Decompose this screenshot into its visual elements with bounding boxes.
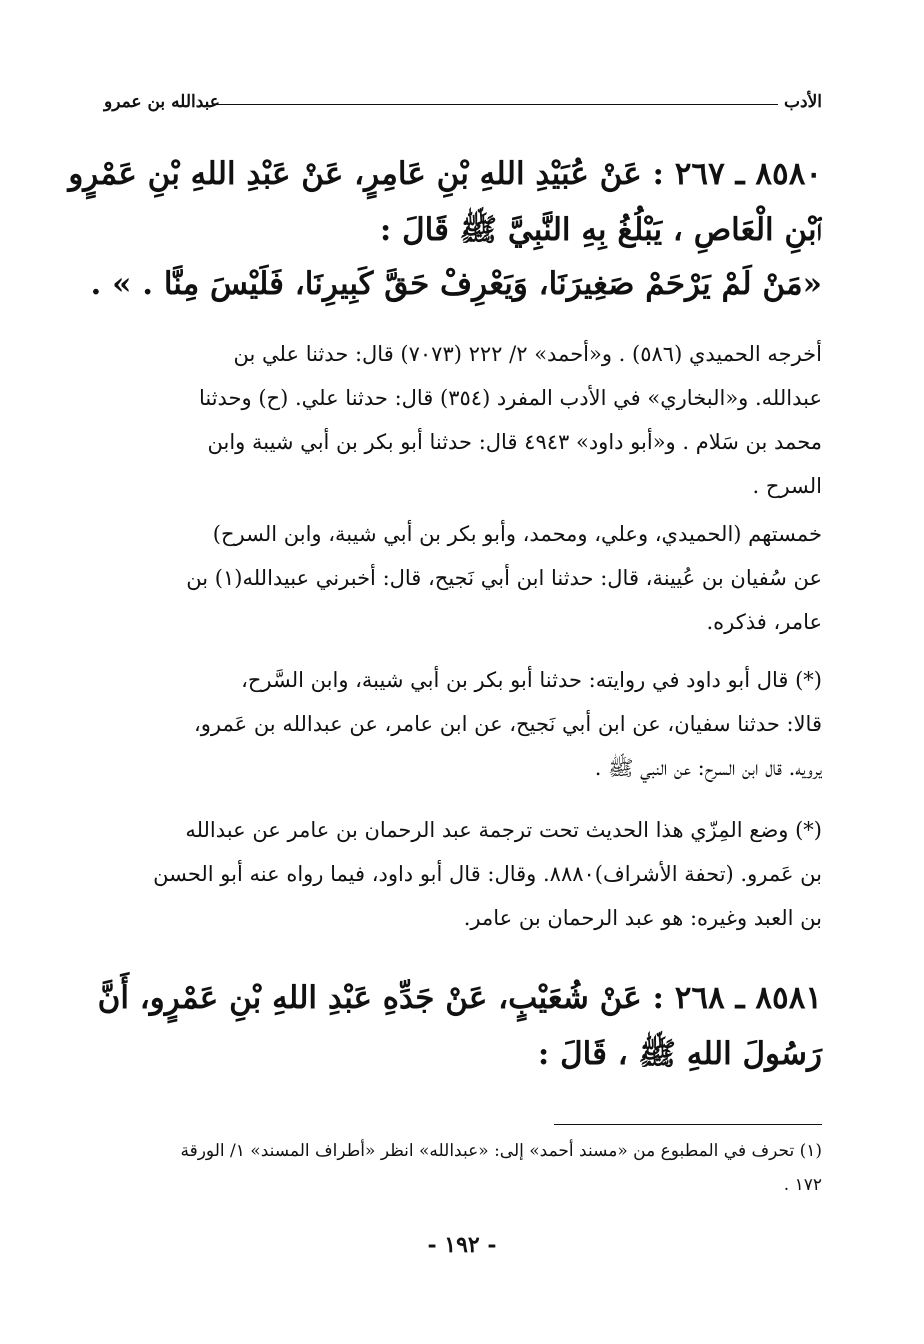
footnote-rule (554, 1124, 822, 1125)
header-section-title: الأدب (784, 92, 822, 112)
abu-dawud-note-line: (*) قال أبو داود في روايته: حدثنا أبو بكر بن أبي شيبة، وابن السَّرح، (241, 668, 822, 692)
footnote-line: ١٧٢ . (783, 1175, 822, 1195)
hadith-8581 (97, 970, 822, 1082)
takhrij-line: محمد بن سَلام . و«أبو داود» ٤٩٤٣ قال: حدثنا أبو بكر بن أبي شيبة وابن (207, 430, 822, 454)
footnote-line: (١) تحرف في المطبوع من «مسند أحمد» إلى: «عبدالله» انظر «أطراف المسند» ١/ الورقة (180, 1141, 822, 1161)
mizzi-note-line: بن العبد وغيره: هو عبد الرحمان بن عامر. (463, 906, 822, 930)
mizzi-note-line: (*) وضع المِزّي هذا الحديث تحت ترجمة عبد الرحمان بن عامر عن عبدالله (185, 818, 822, 842)
footnote (102, 1134, 822, 1202)
abu-dawud-note (102, 658, 822, 790)
takhrij-line: السرح . (752, 474, 822, 498)
page-number: - ١٩٢ - (427, 1232, 497, 1258)
mizzi-note (102, 808, 822, 940)
header-chapter-title: عبدالله بن عمرو (104, 92, 220, 112)
takhrij-line: أخرجه الحميدي (٥٨٦) . و«أحمد» ٢/ ٢٢٢ (٧٠٧٣) قال: حدثنا علي بن (233, 342, 822, 366)
hadith-8581-line-2: رَسُولَ اللهِ ﷺ ، قَالَ : (537, 1036, 822, 1072)
takhrij-paragraph (102, 332, 822, 508)
khamsatuhum-line: خمستهم (الحميدي، وعلي، ومحمد، وأبو بكر بن أبي شيبة، وابن السرح) (212, 522, 822, 546)
khamsatuhum-line: عن سُفيان بن عُيينة، قال: حدثنا ابن أبي نَجيح، قال: أخبرني عبيدالله(١) بن (186, 566, 822, 590)
header-rule (216, 104, 778, 105)
abu-dawud-note-line: قالا: حدثنا سفيان، عن ابن أبي نَجيح، عن ابن عامر، عن عبدالله بن عَمرو، (193, 712, 822, 736)
takhrij-line: عبدالله. و«البخاري» في الأدب المفرد (٣٥٤) قال: حدثنا علي. (ح) وحدثنا (198, 386, 822, 410)
hadith-8580 (68, 146, 822, 258)
running-header (104, 92, 822, 120)
khamsatuhum-paragraph (102, 512, 822, 644)
mizzi-note-line: بن عَمرو. (تحفة الأشراف)٨٨٨٠. وقال: قال أبو داود، فيما رواه عنه أبو الحسن (153, 862, 822, 886)
hadith-8580-line-1: ٨٥٨٠ ـ ٢٦٧ : عَنْ عُبَيْدِ اللهِ بْنِ عَامِرٍ، عَنْ عَبْدِ اللهِ بْنِ عَمْرٍو (68, 156, 822, 192)
hadith-8581-line-1: ٨٥٨١ ـ ٢٦٨ : عَنْ شُعَيْبٍ، عَنْ جَدِّهِ عَبْدِ اللهِ بْنِ عَمْرٍو، أَنَّ (97, 980, 822, 1016)
hadith-8580-line-2: ٱبْنِ الْعَاصِ ، يَبْلُغُ بِهِ النَّبِيَّ ﷺ قَالَ : (379, 212, 822, 248)
khamsatuhum-line: عامر، فذكره. (706, 610, 822, 634)
hadith-8580-matn: «مَنْ لَمْ يَرْحَمْ صَغِيرَنَا، وَيَعْرِفْ حَقَّ كَبِيرِنَا، فَلَيْسَ مِنَّا . » . (90, 266, 822, 302)
abu-dawud-note-line: يرويه. قال ابن السرح: عن النبي ﷺ . (594, 756, 822, 780)
